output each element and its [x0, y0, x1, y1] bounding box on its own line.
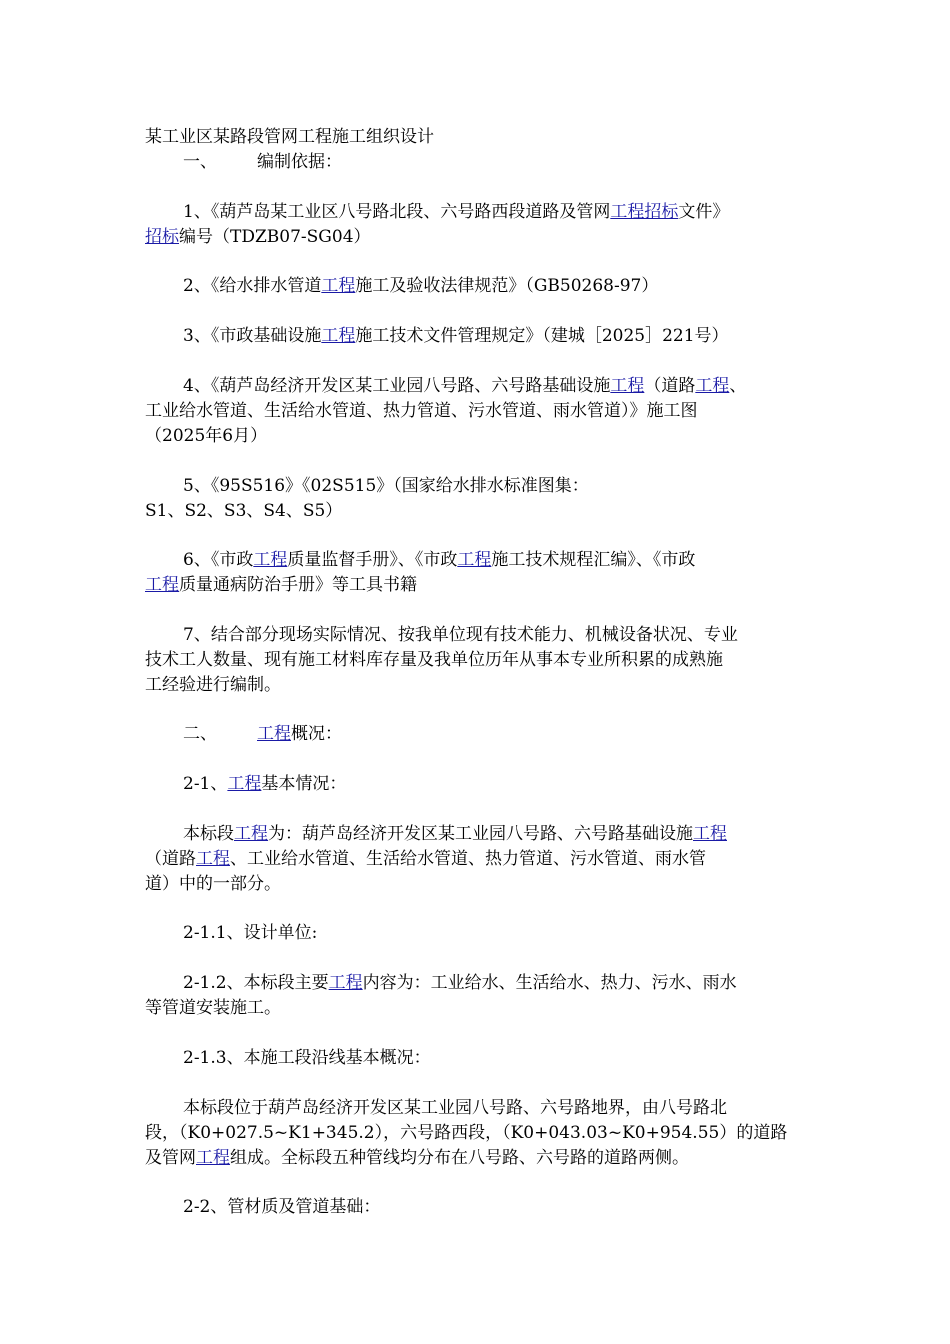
link-gongcheng[interactable]: 工程	[695, 376, 730, 396]
section-1-heading	[183, 150, 342, 175]
section-title: 编制依据：	[257, 152, 342, 172]
link-gongcheng[interactable]: 工程	[257, 724, 291, 744]
overview-paragraph-line-1: 本标段工程为：葫芦岛经济开发区某工业园八号路、六号路基础设施工程	[183, 824, 727, 844]
subsection-2-1-2-line-1: 2-1.2、本标段主要工程内容为：工业给水、生活给水、热力、污水、雨水	[183, 973, 737, 993]
basis-item-4-line-3: （2025年6月）	[145, 426, 268, 446]
overview-paragraph-line-2: （道路工程、工业给水管道、生活给水管道、热力管道、污水管道、雨水管	[145, 849, 706, 869]
basis-item-5-line-2: S1、S2、S3、S4、S5）	[145, 501, 343, 521]
link-gongcheng[interactable]: 工程	[227, 774, 262, 794]
subsection-2-1-heading: 2-1、工程基本情况：	[183, 774, 347, 794]
subsection-2-2: 2-2、管材质及管道基础：	[183, 1197, 381, 1217]
section-number: 二、	[183, 724, 217, 744]
link-gongcheng[interactable]: 工程	[234, 824, 268, 844]
section-title: 概况：	[291, 724, 342, 744]
basis-item-1-line-1: 1、《葫芦岛某工业区八号路北段、六号路西段道路及管网工程招标文件》	[183, 202, 730, 222]
basis-item-6-line-1: 6、《市政工程质量监督手册》、《市政工程施工技术规程汇编》、《市政	[183, 550, 696, 570]
section-number: 一、	[183, 152, 217, 172]
section-2-heading	[183, 722, 342, 747]
link-gongcheng[interactable]: 工程	[457, 550, 492, 570]
basis-item-4-line-2: 工业给水管道、生活给水管道、热力管道、污水管道、雨水管道）》施工图	[145, 401, 698, 421]
basis-item-4-line-1: 4、《葫芦岛经济开发区某工业园八号路、六号路基础设施工程（道路工程、	[183, 376, 747, 396]
overview-paragraph-line-3: 道）中的一部分。	[145, 874, 281, 894]
basis-item-3: 3、《市政基础设施工程施工技术文件管理规定》（建城［2025］221号）	[183, 326, 729, 346]
link-gongcheng[interactable]: 工程	[693, 824, 727, 844]
link-gongcheng[interactable]: 工程	[321, 326, 356, 346]
basis-item-2: 2、《给水排水管道工程施工及验收法律规范》（GB50268-97）	[183, 276, 659, 296]
link-gongcheng[interactable]: 工程	[145, 575, 179, 595]
link-gongcheng[interactable]: 工程	[328, 973, 363, 993]
basis-item-1-line-2: 招标编号（TDZB07-SG04）	[145, 227, 371, 247]
link-gongcheng[interactable]: 工程	[196, 1148, 230, 1168]
subsection-2-1-3: 2-1.3、本施工段沿线基本概况：	[183, 1048, 431, 1068]
basis-item-7-line-1: 7、结合部分现场实际情况、按我单位现有技术能力、机械设备状况、专业	[183, 625, 738, 645]
link-gongcheng[interactable]: 工程	[196, 849, 230, 869]
basis-item-6-line-2: 工程质量通病防治手册》等工具书籍	[145, 575, 417, 595]
basis-item-7-line-2: 技术工人数量、现有施工材料库存量及我单位历年从事本专业所积累的成熟施	[145, 650, 723, 670]
location-paragraph-line-2: 段，（K0+027.5~K1+345.2），六号路西段，（K0+043.03~K0+954.55）的道路	[145, 1123, 788, 1143]
document-title: 某工业区某路段管网工程施工组织设计	[145, 127, 434, 147]
subsection-2-1-2-line-2: 等管道安装施工。	[145, 998, 281, 1018]
subsection-2-1-1: 2-1.1、设计单位:	[183, 923, 318, 943]
location-paragraph-line-1: 本标段位于葫芦岛经济开发区某工业园八号路、六号路地界，由八号路北	[183, 1098, 727, 1118]
link-gongcheng[interactable]: 工程	[610, 376, 645, 396]
basis-item-5-line-1: 5、《95S516》《02S515》（国家给水排水标准图集：	[183, 476, 589, 496]
link-gongcheng[interactable]: 工程	[253, 550, 288, 570]
link-gongcheng-zhaobiao[interactable]: 工程招标	[610, 202, 679, 222]
link-gongcheng[interactable]: 工程	[321, 276, 356, 296]
link-zhaobiao[interactable]: 招标	[145, 227, 179, 247]
basis-item-7-line-3: 工经验进行编制。	[145, 675, 281, 695]
location-paragraph-line-3: 及管网工程组成。全标段五种管线均分布在八号路、六号路的道路两侧。	[145, 1148, 689, 1168]
